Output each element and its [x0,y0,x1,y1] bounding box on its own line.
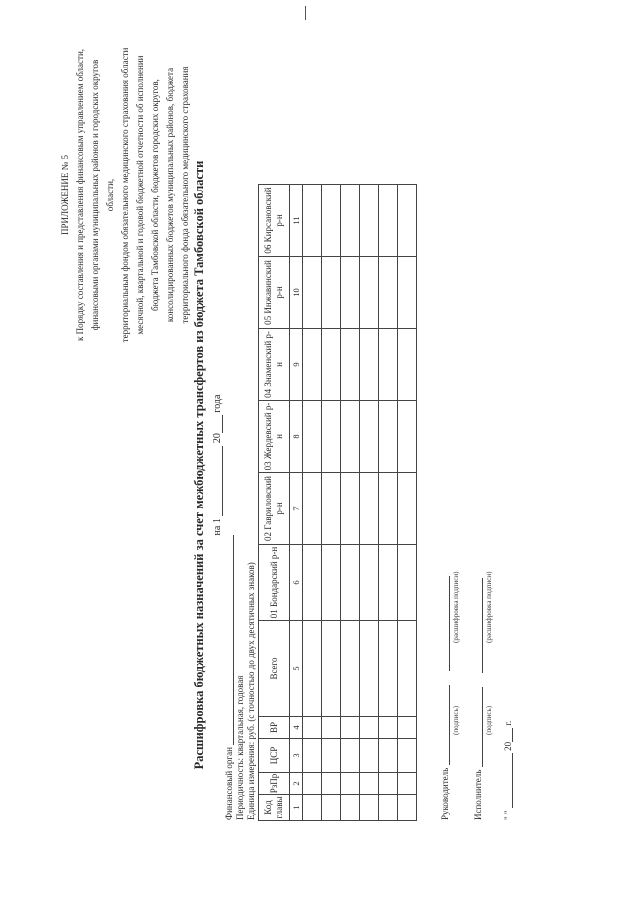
table-cell [322,717,341,739]
table-cell [303,185,322,257]
table-cell [398,773,417,795]
table-cell [379,185,398,257]
table-cell [379,329,398,401]
table-cell [322,621,341,717]
year-blank [212,415,223,433]
table-cell [341,401,360,473]
table-cell [341,717,360,739]
table-cell [303,329,322,401]
table-cell [322,401,341,473]
table-cell [303,717,322,739]
executor-decode-caption: (расшифровка подписи) [485,571,493,643]
column-number: 1 [290,795,303,821]
table-cell [303,401,322,473]
header-cell: 02 Гавриловский р-н [259,473,290,545]
table-cell [341,329,360,401]
table-cell [379,401,398,473]
table-cell [360,401,379,473]
table-row [398,185,417,821]
date-suffix: г. [503,720,513,726]
header-cell: Всего [259,621,290,717]
column-number: 2 [290,773,303,795]
appendix-label: ПРИЛОЖЕНИЕ № 5 [60,154,70,236]
table-cell [398,795,417,821]
appendix-line: территориальным фондом обязательного медицинского страхования области [120,47,130,343]
date-year-blank [503,728,513,742]
header-cell: 04 Знаменский р-н [259,329,290,401]
table-cell [322,795,341,821]
executor-decode-blank [473,578,483,673]
executor-signature [473,578,483,820]
appendix-line: территориального фонда обязательного медицинского страхования [180,66,190,324]
table-cell [379,717,398,739]
rotated-document-sheet [0,35,640,905]
head-decode-caption: (расшифровка подписи) [452,571,460,643]
date-month-blank [503,753,513,808]
appendix-line: финансовыми органами муниципальных районов и городских округов области, [90,59,115,331]
date-year-prefix: 20 [503,741,513,751]
appendix-line: к Порядку составления и представления финансовым управлением области, [75,48,85,342]
header-cell: 06 Кирсановский р-н [259,185,290,257]
head-decode-blank [440,576,450,671]
table-cell [322,185,341,257]
table-cell [322,545,341,621]
column-number: 10 [290,257,303,329]
table-row [322,185,341,821]
column-number: 9 [290,329,303,401]
table-cell [341,773,360,795]
table-cell [398,473,417,545]
column-number: 3 [290,739,303,773]
table-cell [379,473,398,545]
column-number: 8 [290,401,303,473]
header-cell: ВР [259,717,290,739]
unit-label: Единица измерения: руб. (с точностью до двух десятичных знаков) [246,562,256,820]
table-cell [303,773,322,795]
table-cell [379,545,398,621]
date-line [503,721,513,820]
transfers-table [258,184,417,821]
appendix-header [58,45,193,345]
table-cell [341,795,360,821]
executor-sign-caption: (подпись) [485,705,493,735]
document-title: Расшифровка бюджетных назначений за счет межбюджетных трансфертов из бюджета Тамбовской области [192,160,206,770]
table-cell [322,773,341,795]
table-cell [341,739,360,773]
date-blank [212,446,223,516]
head-label: Руководитель [440,767,450,820]
table-cell [379,773,398,795]
table-cell [360,329,379,401]
column-number: 5 [290,621,303,717]
date-quote: " " [503,810,513,820]
table-cell [398,717,417,739]
financial-body-blank [224,535,234,745]
table-cell [379,621,398,717]
table-cell [303,795,322,821]
appendix-line: бюджета Тамбовской области, бюджетов городских округов, [150,79,160,311]
head-sign-caption: (подпись) [452,705,460,735]
table-cell [341,257,360,329]
table-body [303,185,417,821]
table-header-row [259,185,290,821]
table-cell [360,717,379,739]
period-line [212,45,223,885]
period-suffix: года [212,394,223,413]
table-cell [398,401,417,473]
table-cell [303,257,322,329]
header-cell: Код главы [259,795,290,821]
column-number-row [290,185,303,821]
executor-label: Исполнитель [473,769,483,820]
table-row [379,185,398,821]
table-row [360,185,379,821]
header-cell: 01 Бондарский р-н [259,545,290,621]
table-cell [360,739,379,773]
head-signature [440,576,450,820]
table-cell [360,773,379,795]
table-cell [379,257,398,329]
table-cell [379,795,398,821]
table-cell [360,545,379,621]
financial-body-label: Финансовый орган [224,747,234,820]
table-cell [398,185,417,257]
table-row [303,185,322,821]
column-number: 11 [290,185,303,257]
header-cell: 05 Инжавинский р-н [259,257,290,329]
page-edge-mark [305,6,306,20]
periodicity-label: Периодичность: квартальная, годовая [235,675,245,820]
executor-sign-blank [473,687,483,767]
table-cell [398,545,417,621]
table-cell [341,621,360,717]
table-cell [303,739,322,773]
table-cell [398,329,417,401]
appendix-line: консолидированных бюджетов муниципальных районов, бюджета [165,67,175,323]
appendix-line: месячной, квартальной и годовой бюджетной отчетности об исполнении [135,55,145,335]
table-cell [360,621,379,717]
table-cell [398,739,417,773]
table-cell [322,257,341,329]
table-cell [398,621,417,717]
table-cell [379,739,398,773]
table-cell [341,185,360,257]
table-cell [360,257,379,329]
period-year-prefix: 20 [212,433,223,444]
column-number: 7 [290,473,303,545]
column-number: 4 [290,717,303,739]
table-cell [341,545,360,621]
table-cell [303,473,322,545]
table-cell [303,545,322,621]
table-cell [360,795,379,821]
header-cell: ЦСР [259,739,290,773]
head-sign-blank [440,685,450,765]
table-cell [360,185,379,257]
table-cell [341,473,360,545]
table-cell [360,473,379,545]
table-cell [322,739,341,773]
table-cell [322,329,341,401]
header-cell: 03 Жердевский р-н [259,401,290,473]
header-cell: РзПр [259,773,290,795]
financial-body-line [224,535,234,820]
table-cell [398,257,417,329]
column-number: 6 [290,545,303,621]
table-row [341,185,360,821]
table-cell [322,473,341,545]
table-cell [303,621,322,717]
period-prefix: на 1 [212,518,223,536]
